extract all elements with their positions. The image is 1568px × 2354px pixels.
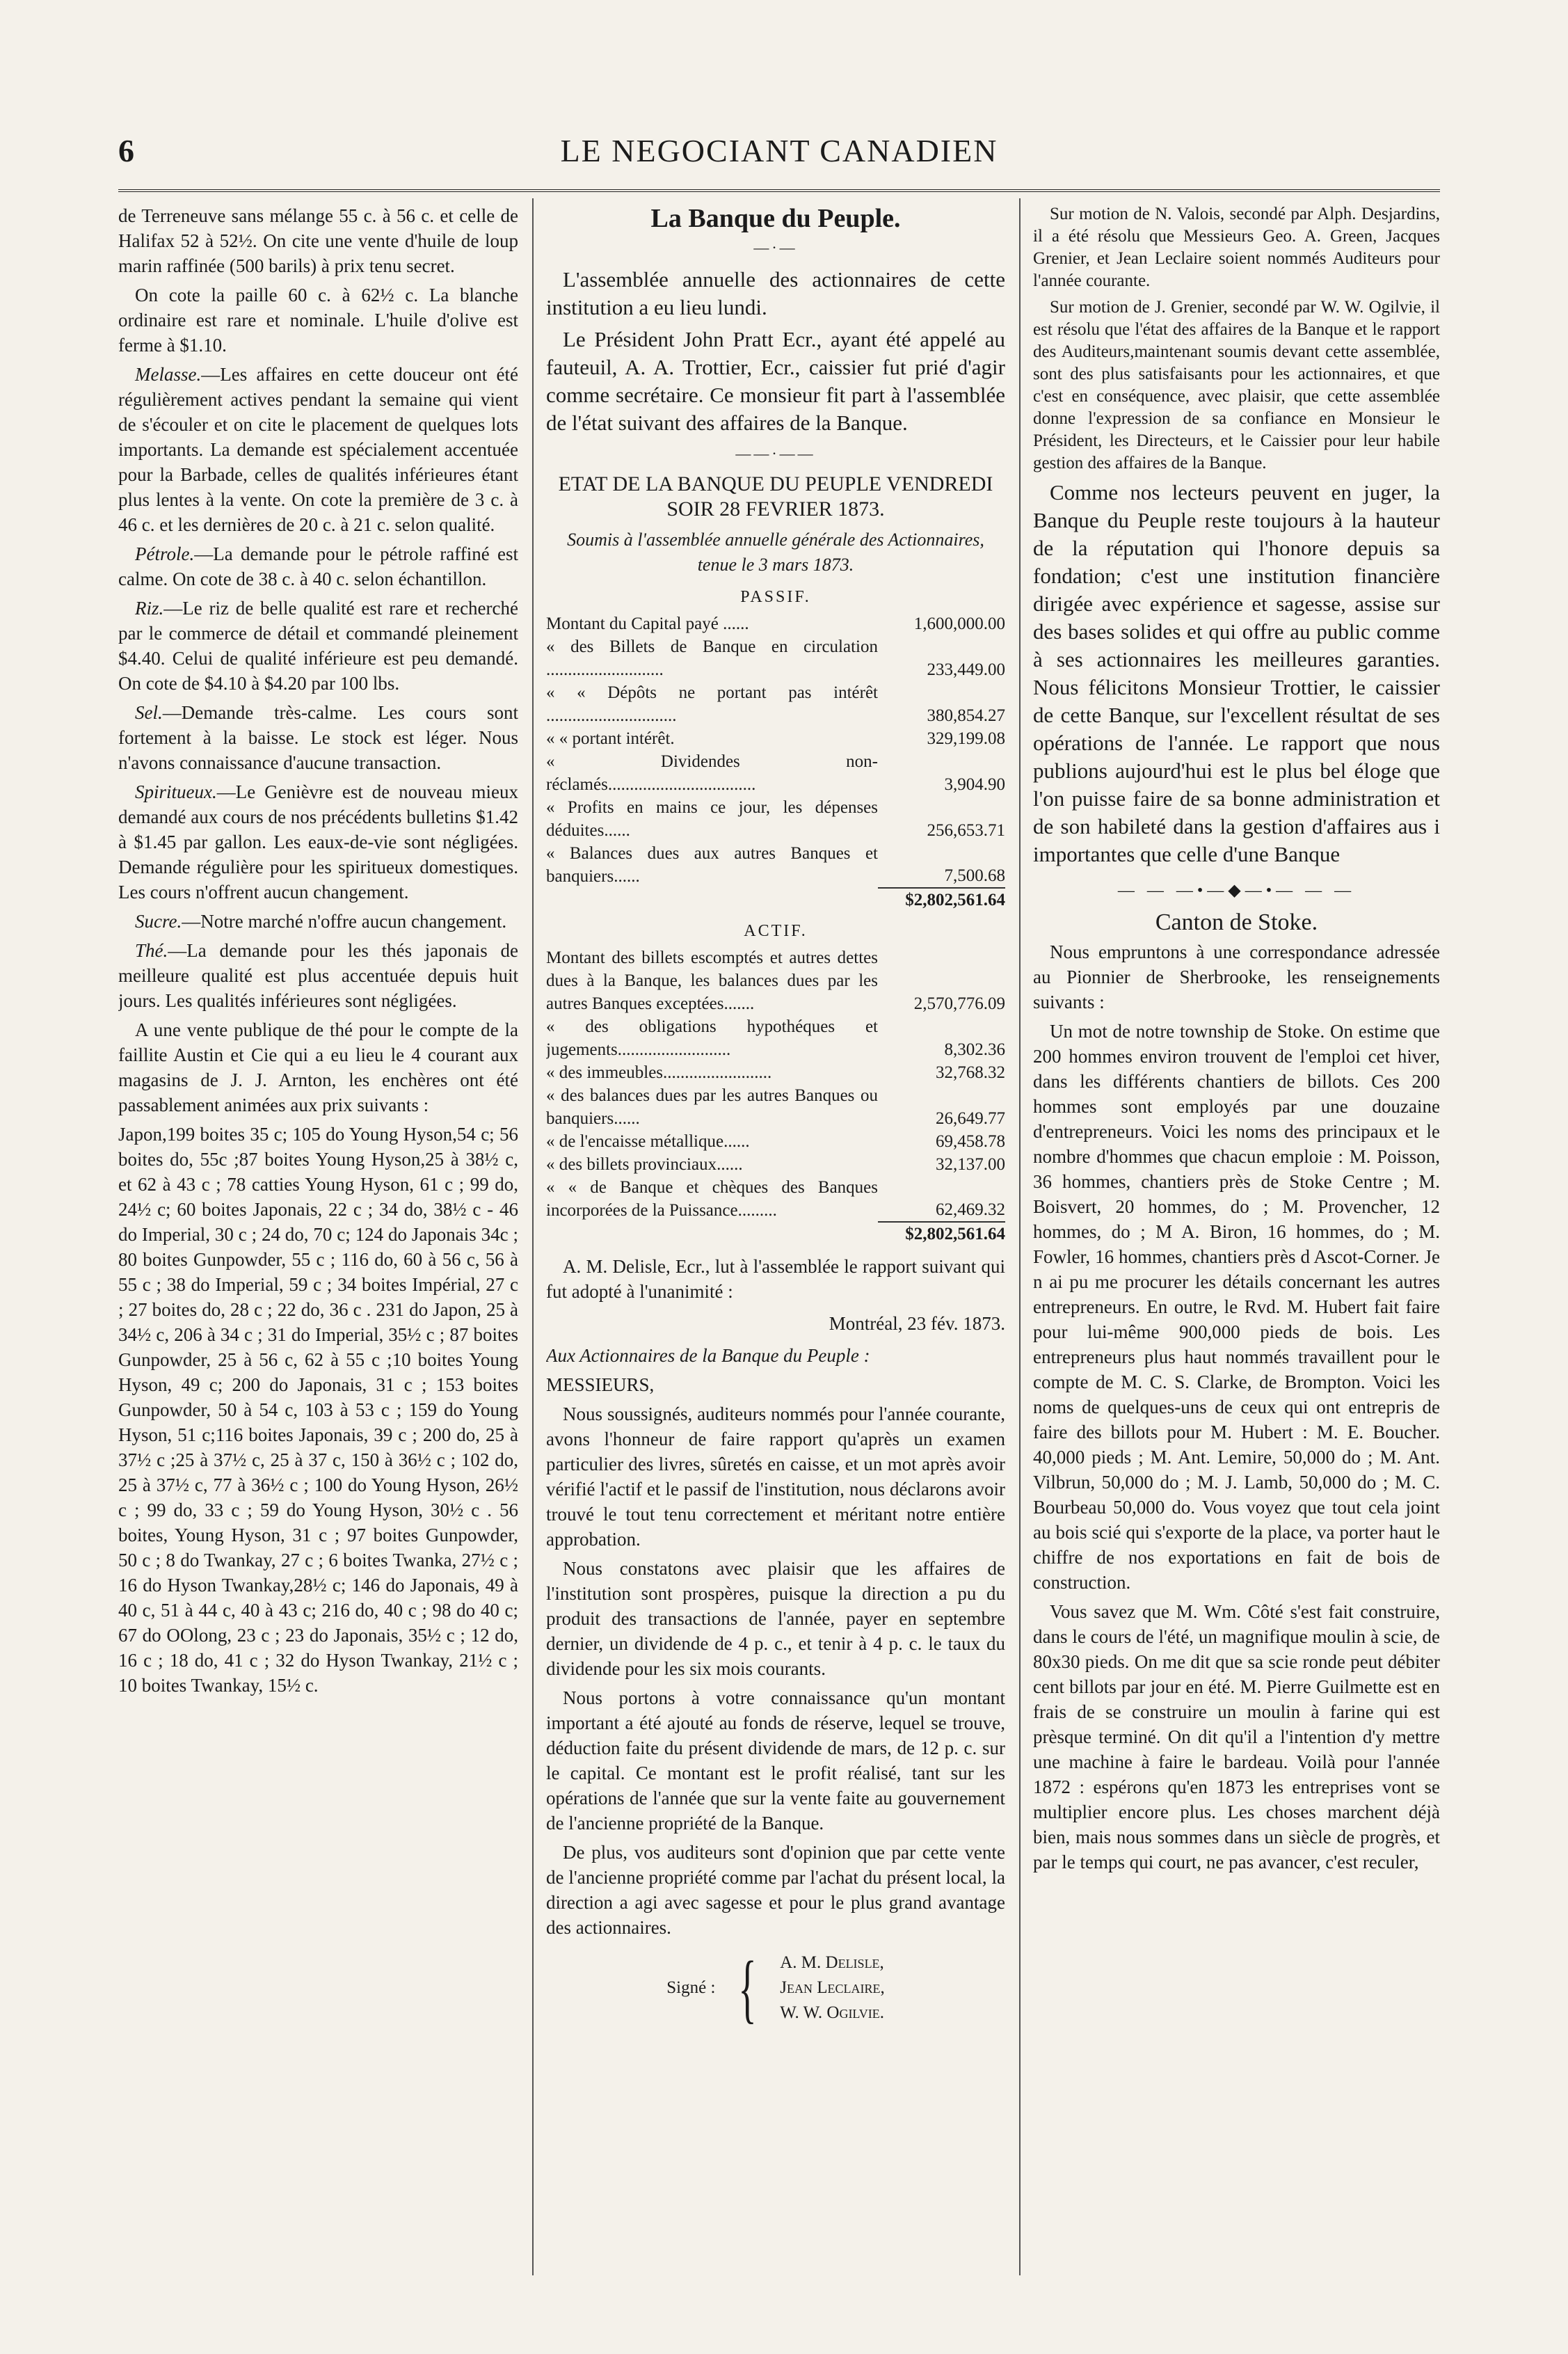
- page-header: [118, 132, 1440, 174]
- column-right: [1033, 203, 1440, 2312]
- row-amount: 233,449.00: [927, 660, 1005, 679]
- signatory: Jean Leclaire,: [780, 1978, 885, 1997]
- row-amount: 26,649.77: [936, 1109, 1005, 1128]
- table-row: [546, 1153, 1005, 1176]
- paragraph: de Terreneuve sans mélange 55 c. à 56 c. et celle de Halifax 52 à 52½. On cite une vente d'huile de loup marin raffinée (500 barils) à prix tenu secret.: [118, 205, 518, 276]
- table-row: [546, 946, 1005, 1015]
- page-number: 6: [118, 133, 134, 168]
- item-text: —Le riz de belle qualité est rare et recherché par le commerce de détail et commandé pleinement $4.40. Celui de qualité inférieure est peu demandé. On cote de $4.10 à $4.20 par 100 lbs.: [118, 598, 518, 694]
- paragraph: Nous constatons avec plaisir que les affaires de l'institution sont prospères, puisque la direction a pu du produit des transactions de l'année, payer en septembre dernier, un dividende de 4 p. c., et tenir à 4 p. c. le taux du dividende pour les six mois courants.: [546, 1558, 1005, 1679]
- row-amount: 62,469.32: [936, 1200, 1005, 1219]
- row-label: « Dividendes non-réclamés..................................: [546, 752, 878, 794]
- row-label: Montant des billets escomptés et autres dettes dues à la Banque, les balances dues par les autres Banques exceptées.......: [546, 948, 878, 1013]
- article-title: Canton de Stoke.: [1155, 909, 1318, 935]
- row-amount: 329,199.08: [927, 729, 1005, 748]
- separator: ——·——: [735, 445, 816, 462]
- item-text: —Demande très-calme. Les cours sont fortement à la baisse. Le stock est léger. Nous n'avons connaissance d'aucune transaction.: [118, 702, 518, 773]
- total-spacer: [546, 1222, 878, 1246]
- item-heading: Sel.: [135, 702, 163, 723]
- row-amount: 256,653.71: [927, 821, 1005, 840]
- column-left-market-report: [118, 203, 518, 2312]
- table-row: [546, 635, 1005, 681]
- row-label: « « Dépôts ne portant pas intérêt ..............................: [546, 683, 878, 725]
- item-text: —Les affaires en cette douceur ont été régulièrement actives pendant la semaine qui vient de s'écouler et on cite le placement de quelques lots importants. La demande est spécialement accentuée pour la Barbade, celles de qualités inférieures étant plus lentes à la vente. On cote la première de 3 c. à 46 c. et les dernières de 20 c. à 21 c. selon qualité.: [118, 364, 518, 535]
- item-heading: Thé.: [135, 940, 168, 961]
- row-label: « Balances dues aux autres Banques et banquiers......: [546, 844, 878, 886]
- paragraph: A une vente publique de thé pour le compte de la faillite Austin et Cie qui a eu lieu le 4 courant aux magasins de J. J. Arnton, les enchères ont été passablement animées aux prix suivants :: [118, 1019, 518, 1115]
- paragraph: Nous soussignés, auditeurs nommés pour l'année courante, avons l'honneur de faire rapport qu'après un examen particulier des livres, sûretés en caisse, et un mot après avoir vérifié l'actif et le passif de l'institution, nous déclarons avoir trouvé le tout tenu correctement et méritant notre entière approbation.: [546, 1403, 1005, 1550]
- signature-block: [546, 1946, 1005, 2030]
- ornament-divider: — — —•—◆—•— — —: [1117, 882, 1356, 900]
- signatory: A. M. Delisle,: [780, 1953, 884, 1972]
- separator: —·—: [753, 239, 798, 256]
- signatory-names: [780, 1950, 884, 2026]
- row-label: « « portant intérêt.: [546, 729, 675, 748]
- paragraph: Vous savez que M. Wm. Côté s'est fait construire, dans le cours de l'été, un magnifique moulin à scie, de 80x30 pieds. On me dit que sa scie ronde peut débiter cent billots par jour en été. M. Pierre Guilmette est en frais de se construire un moulin à farine qui est prèsque terminé. On dit qu'il a l'intention d'y mettre une machine à faire le bardeau. Voilà pour l'année 1872 : espérons qu'en 1873 les entreprises vont se multiplier encore plus. Les choses marchent déjà bien, mais nous sommes dans un siècle de progrès, et par le temps qui court, ne pas avancer, c'est reculer,: [1033, 1601, 1440, 1872]
- item-heading: Spiritueux.: [135, 781, 217, 802]
- statement-title: ETAT DE LA BANQUE DU PEUPLE VENDREDI SOIR 28 FEVRIER 1873.: [558, 472, 993, 520]
- row-label: « des Billets de Banque en circulation ...........................: [546, 637, 878, 679]
- row-label: « de l'encaisse métallique......: [546, 1132, 750, 1151]
- column-divider: [532, 198, 534, 2275]
- signatory: W. W. Ogilvie.: [780, 2003, 885, 2022]
- table-row: [546, 1061, 1005, 1084]
- row-amount: 8,302.36: [944, 1040, 1005, 1059]
- paragraph: Un mot de notre township de Stoke. On estime que 200 hommes environ trouvent de l'emploi cet hiver, dans les différents chantiers de billots. Ces 200 hommes sont employés par une douzaine d'entrepreneurs. Voici les noms des principaux et le nombre d'hommes que chacun emploie : M. Poisson, 36 hommes, chantiers près de Stoke Centre ; M. Boisvert, 20 hommes, do ; M. Provencher, 12 hommes, do ; M A. Biron, 16 hommes, do ; M. Fowler, 16 hommes, chantiers près d Ascot-Corner. Je n ai pu me procurer les détails concernant les autres entrepreneurs. En outre, le Rvd. M. Hubert fait faire pour lui-même 900,000 pieds de bois. Les entrepreneurs plus haut nommés travaillent pour le compte de M. C. S. Clarke, de Brompton. Voici les noms de quelques-uns de ceux qui ont entrepris de faire des billots pour M. Hubert : M. E. Boucher. 40,000 pieds ; M. Ant. Lemire, 50,000 do ; M. Ant. Vilbrun, 50,000 do ; M. J. Lamb, 50,000 do ; M. C. Bourbeau 50,000 do. Vous voyez que tout cela joint au bois scié qui s'exporte de la place, va porter haut le chiffre de nos exportations en fait de bois de construction.: [1033, 1021, 1440, 1593]
- table-row: [546, 681, 1005, 727]
- salutation: MESSIEURS,: [546, 1374, 655, 1395]
- tea-price-list: Japon,199 boites 35 c; 105 do Young Hyson,54 c; 56 boites do, 55c ;87 boites Young Hyson,25 à 38½ c, et 62 à 43 c ; 78 catties Young Hyson, 61 c ; 99 do, 24½ c; 60 boites Japonais, 22 c ; 34 do, 38½ c - 46 do Imperial, 30 c ; 24 do, 70 c; 124 do Japonais 34c ; 80 boites Gunpowder, 55 c ; 116 do, 60 à 56 c, 56 à 55 c ; 38 do Imperial, 59 c ; 34 boites Impérial, 27 c ; 27 boites do, 28 c ; 22 do, 36 c . 231 do Japon, 25 à 34½ c, 206 à 34 c ; 31 do Imperial, 35½ c ; 87 boites Gunpowder, 25 à 56 c, 62 à 55 c ;10 boites Young Hyson, 49 c; 200 do Japonais, 31 c ; 153 boites Gunpowder, 50 à 54 c, 103 à 53 c ; 159 do Young Hyson, 51 c;116 boites Japonais, 39 c ; 200 do, 25 à 37½ c ;25 à 37½ c, 25 à 37 c, 150 à 36½ c ; 102 do, 25 à 37½ c, 77 à 36½ c ; 100 do Young Hyson, 26½ c ; 99 do, 33 c ; 59 do Young Hyson, 30½ c . 56 boites, Young Hyson, 31 c ; 97 boites Gunpowder, 50 c ; 8 do Twankay, 27 c ; 6 boites Twanka, 27½ c ; 16 do Hyson Twankay,28½ c; 146 do Japonais, 49 à 40 c, 51 à 44 c, 40 à 43 c; 216 do, 40 c ; 98 do 40 c; 67 do OOlong, 23 c ; 23 do Japonais, 35½ c ; 12 do, 16 c ; 18 do, 41 c ; 32 do Hyson Twankay, 21½ c ; 10 boites Twankay, 15½ c.: [118, 1124, 518, 1696]
- paragraph: Sur motion de J. Grenier, secondé par W. W. Ogilvie, il est résolu que l'état des affaires de la Banque et le rapport des Auditeurs,maintenant soumis devant cette assemblée, sont des plus satisfaisants pour les actionnaires, et que c'est en conséquence, avec plaisir, que cette assemblée donne l'expression de sa confiance en Monsieur le Président, les Directeurs, et le Caissier pour leur habile gestion des affaires de la Banque.: [1033, 298, 1440, 472]
- market-item-riz: [118, 596, 518, 696]
- passif-label: PASSIF.: [740, 588, 811, 606]
- masthead-title: LE NEGOCIANT CANADIEN: [560, 133, 998, 168]
- paragraph: A. M. Delisle, Ecr., lut à l'assemblée le rapport suivant qui fut adopté à l'unanimité :: [546, 1256, 1005, 1302]
- row-label: Montant du Capital payé ......: [546, 614, 749, 633]
- row-label: « « de Banque et chèques des Banques incorporées de la Puissance.........: [546, 1178, 878, 1220]
- total-amount: $2,802,561.64: [878, 888, 1005, 912]
- market-item-melasse: [118, 362, 518, 537]
- table-row: [546, 842, 1005, 888]
- item-heading: Sucre.: [135, 911, 182, 932]
- total-amount: $2,802,561.64: [878, 1222, 1005, 1246]
- paragraph: Le Président John Pratt Ecr., ayant été appelé au fauteuil, A. A. Trottier, Ecr., caissier fut prié d'agir comme secrétaire. Ce monsieur fit part à l'assemblée de l'état suivant des affaires de la Banque.: [546, 327, 1005, 435]
- report-address: Aux Actionnaires de la Banque du Peuple :: [546, 1345, 870, 1366]
- item-text: —La demande pour le pétrole raffiné est calme. On cote de 38 c. à 40 c. selon échantillon.: [118, 543, 518, 589]
- row-label: « des balances dues par les autres Banques ou banquiers......: [546, 1086, 878, 1128]
- paragraph: L'assemblée annuelle des actionnaires de cette institution a eu lieu lundi.: [546, 267, 1005, 319]
- market-item-the: [118, 938, 518, 1013]
- column-divider: [1019, 198, 1021, 2275]
- table-row: [546, 750, 1005, 796]
- row-amount: 32,137.00: [936, 1155, 1005, 1174]
- paragraph: On cote la paille 60 c. à 62½ c. La blanche ordinaire est rare et nominale. L'huile d'olive est ferme à $1.10.: [118, 285, 518, 356]
- row-label: « des immeubles.........................: [546, 1063, 772, 1082]
- table-row: [546, 796, 1005, 842]
- item-heading: Melasse.: [135, 364, 202, 385]
- table-row: [546, 1015, 1005, 1061]
- passif-table: [546, 612, 1005, 912]
- paragraph: Nous portons à votre connaissance qu'un montant important a été ajouté au fonds de réserve, lequel se trouve, déduction faite du présent dividende de mars, de 12 p. c. sur le capital. Ce montant est le profit réalisé, tant sur les opérations de l'année que sur la vente faite au gouvernement de l'ancienne propriété de la Banque.: [546, 1687, 1005, 1834]
- article-title: La Banque du Peuple.: [650, 204, 901, 233]
- total-spacer: [546, 888, 878, 912]
- table-row: [546, 1084, 1005, 1130]
- market-item-spiritueux: [118, 779, 518, 905]
- row-amount: 7,500.68: [944, 866, 1005, 885]
- paragraph: Nous empruntons à une correspondance adressée au Pionnier de Sherbrooke, les renseignements suivants :: [1033, 941, 1440, 1012]
- item-text: —La demande pour les thés japonais de meilleure qualité est plus accentuée depuis huit jours. Les qualités inférieures sont négligées.: [118, 940, 518, 1011]
- row-amount: 1,600,000.00: [913, 614, 1005, 633]
- row-label: « Profits en mains ce jour, les dépenses déduites......: [546, 798, 878, 840]
- row-label: « des obligations hypothéques et jugements..........................: [546, 1017, 878, 1059]
- market-item-sel: [118, 700, 518, 775]
- market-item-petrole: [118, 541, 518, 591]
- table-row: [546, 612, 1005, 635]
- actif-label: ACTIF.: [744, 922, 808, 940]
- paragraph: Sur motion de N. Valois, secondé par Alph. Desjardins, il a été résolu que Messieurs Geo. A. Green, Jacques Grenier, et Jean Leclaire soient nommés Auditeurs pour l'année courante.: [1033, 205, 1440, 290]
- table-row: [546, 1130, 1005, 1153]
- signed-label: Signé :: [666, 1978, 716, 1997]
- item-heading: Pétrole.: [135, 543, 195, 564]
- market-item-sucre: [118, 909, 518, 934]
- brace: {: [738, 1946, 758, 2030]
- report-date: Montréal, 23 fév. 1873.: [829, 1313, 1005, 1334]
- item-heading: Riz.: [135, 598, 164, 619]
- actif-table: [546, 946, 1005, 1246]
- column-center-bank-report: [546, 203, 1005, 2277]
- table-row: [546, 727, 1005, 750]
- row-label: « des billets provinciaux......: [546, 1155, 743, 1174]
- header-rule: [118, 189, 1440, 192]
- total-row: [546, 888, 1005, 912]
- statement-subtitle: Soumis à l'assemblée annuelle générale des Actionnaires, tenue le 3 mars 1873.: [567, 530, 984, 575]
- row-amount: 2,570,776.09: [913, 994, 1005, 1013]
- paragraph: Comme nos lecteurs peuvent en juger, la Banque du Peuple reste toujours à la hauteur de la réputation qui l'honore depuis sa fondation; c'est une institution financière dirigée avec expérience et sagesse, assise sur des bases solides et qui offre au public comme à ses actionnaires les meilleures garanties. Nous félicitons Monsieur Trottier, le caissier de cette Banque, sur l'excellent résultat de ses opérations de l'année. Le rapport que nous publions aujourd'hui est le plus bel éloge que l'on puisse faire de sa bonne administration et de son habileté dans la gestion d'affaires aus i importantes que celle d'une Banque: [1033, 480, 1440, 866]
- row-amount: 32,768.32: [936, 1063, 1005, 1082]
- table-row: [546, 1176, 1005, 1222]
- row-amount: 380,854.27: [927, 706, 1005, 725]
- item-text: —Notre marché n'offre aucun changement.: [182, 911, 507, 932]
- row-amount: 3,904.90: [944, 775, 1005, 794]
- paragraph: De plus, vos auditeurs sont d'opinion que par cette vente de l'ancienne propriété comme par l'achat du présent local, la direction a agi avec sagesse et pour le plus grand avantage des actionnaires.: [546, 1842, 1005, 1938]
- row-amount: 69,458.78: [936, 1132, 1005, 1151]
- total-row: [546, 1222, 1005, 1246]
- item-text: —Le Genièvre est de nouveau mieux demandé aux cours de nos précédents bulletins $1.42 à $1.45 par gallon. Les eaux-de-vie sont négligées. Demande régulière pour les spiritueux domestiques. Les cours n'offrent aucun changement.: [118, 781, 518, 902]
